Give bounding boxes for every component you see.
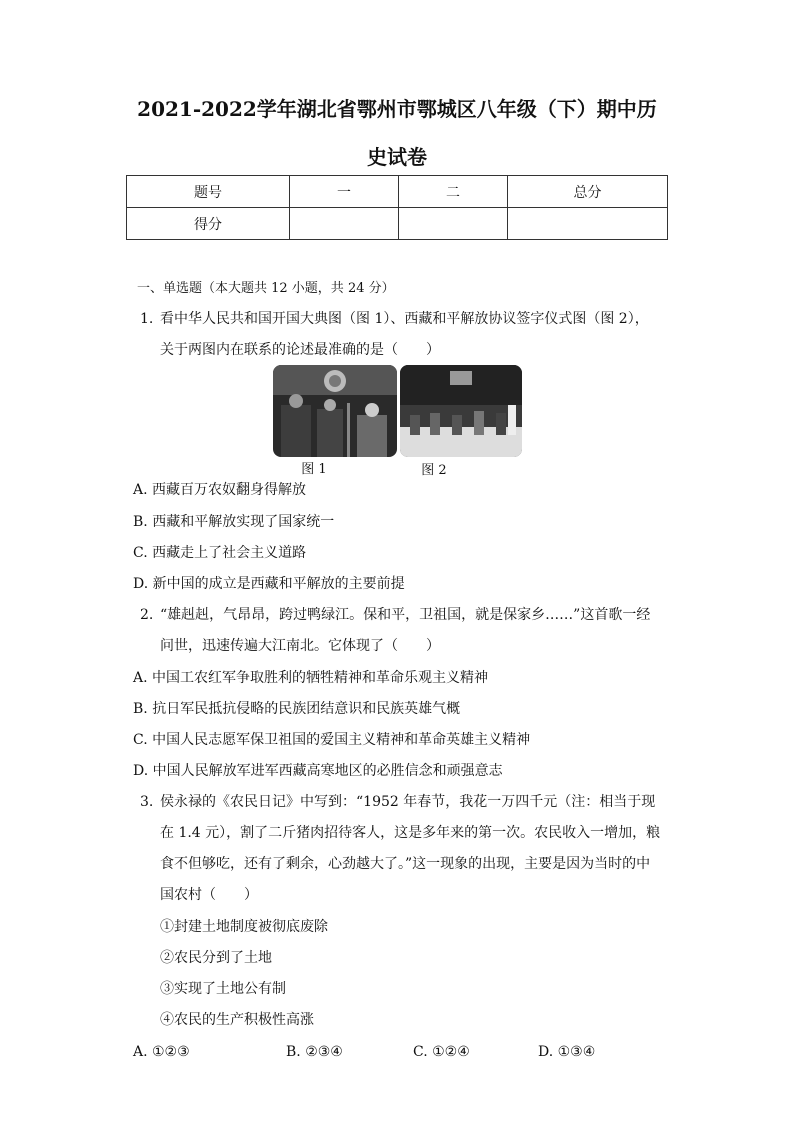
question-2 <box>140 600 651 662</box>
option: C. 西藏走上了社会主义道路 <box>133 545 307 561</box>
score-table <box>126 175 668 240</box>
score-table-row <box>127 208 668 240</box>
question-number: 1. <box>140 311 154 327</box>
question-number: 2. <box>140 607 154 623</box>
question-1 <box>140 304 649 366</box>
statement-item: ③实现了土地公有制 <box>160 981 286 997</box>
question-text-line: 问世，迅速传遍大江南北。它体现了（ ） <box>160 638 440 654</box>
score-header-cell: 题号 <box>127 176 290 208</box>
score-header-cell: 一 <box>290 176 399 208</box>
question-text-line: 国农村（ ） <box>160 887 258 903</box>
figure-2-photo <box>400 365 522 457</box>
option: A. 西藏百万农奴翻身得解放 <box>133 482 307 498</box>
score-cell: 得分 <box>127 208 290 240</box>
option: D. 新中国的成立是西藏和平解放的主要前提 <box>133 576 405 592</box>
question-text-line: 食不但够吃，还有了剩余，心劲越大了。”这一现象的出现，主要是因为当时的中 <box>160 856 651 872</box>
score-cell <box>508 208 668 240</box>
option: C. 中国人民志愿军保卫祖国的爱国主义精神和革命英雄主义精神 <box>133 732 531 748</box>
question-text-line: 关于两图内在联系的论述最准确的是（ ） <box>160 342 440 358</box>
option: D. ①③④ <box>538 1044 596 1060</box>
option: B. 抗日军民抵抗侵略的民族团结意识和民族英雄气概 <box>133 701 461 717</box>
score-header-cell: 总分 <box>508 176 668 208</box>
option: A. ①②③ <box>133 1044 190 1060</box>
figure-1-photo <box>273 365 397 457</box>
exam-title <box>100 90 694 176</box>
statement-item: ①封建土地制度被彻底废除 <box>160 919 328 935</box>
section-heading: 一、单选题（本大题共 12 小题，共 24 分） <box>137 281 395 296</box>
statement-item: ②农民分到了土地 <box>160 950 272 966</box>
title-line-1: 2021-2022学年湖北省鄂州市鄂城区八年级（下）期中历 <box>137 97 657 121</box>
statement-item: ④农民的生产积极性高涨 <box>160 1012 314 1028</box>
option: B. 西藏和平解放实现了国家统一 <box>133 514 335 530</box>
score-cell <box>399 208 508 240</box>
question-3 <box>140 787 661 911</box>
score-header-cell: 二 <box>399 176 508 208</box>
score-cell <box>290 208 399 240</box>
figure-1-caption: 图 1 <box>301 462 327 477</box>
question-number: 3. <box>140 794 154 810</box>
question-text-line: 侯永禄的《农民日记》中写到：“1952 年春节，我花一万四千元（注：相当于现 <box>160 794 656 810</box>
question-text-line: “雄赳赳，气昂昂，跨过鸭绿江。保和平，卫祖国，就是保家乡……”这首歌一经 <box>160 607 651 623</box>
figure-2-caption: 图 2 <box>421 463 447 478</box>
option: D. 中国人民解放军进军西藏高寒地区的必胜信念和顽强意志 <box>133 763 503 779</box>
question-text-line: 看中华人民共和国开国大典图（图 1）、西藏和平解放协议签字仪式图（图 2）， <box>160 311 649 327</box>
title-line-2: 史试卷 <box>367 145 427 169</box>
option: A. 中国工农红军争取胜利的牺牲精神和革命乐观主义精神 <box>133 670 489 686</box>
option: B. ②③④ <box>286 1044 343 1060</box>
option: C. ①②④ <box>413 1044 470 1060</box>
score-table-header-row <box>127 176 668 208</box>
question-text-line: 在 1.4 元），割了二斤猪肉招待客人，这是多年来的第一次。农民收入一增加，粮 <box>160 825 661 841</box>
